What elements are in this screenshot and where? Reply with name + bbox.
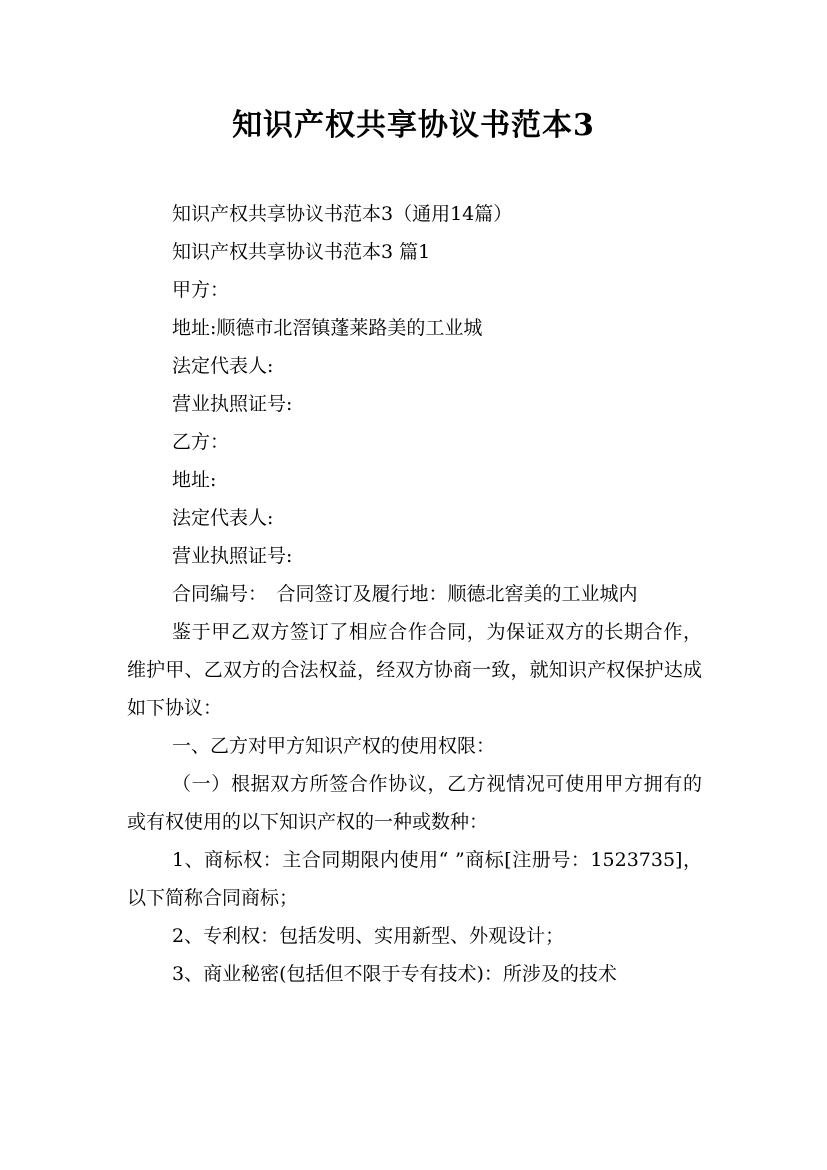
paragraph-trade-secret: 3、商业秘密(包括但不限于专有技术)：所涉及的技术	[172, 963, 617, 985]
paragraph-party-a-license: 营业执照证号:	[172, 393, 293, 415]
paragraph-party-b-address: 地址:	[172, 469, 217, 491]
paragraph-clause-1-1: （一）根据双方所签合作协议，乙方视情况可使用甲方拥有的或有权使用的以下知识产权的一种或数种：	[127, 773, 702, 833]
paragraph-party-a-representative: 法定代表人:	[172, 355, 274, 377]
paragraph-party-a: 甲方：	[172, 279, 230, 301]
paragraph-preamble: 鉴于甲乙双方签订了相应合作合同，为保证双方的长期合作，维护甲、乙双方的合法权益，经双方协商一致，就知识产权保护达成如下协议：	[127, 621, 702, 719]
paragraph-trademark: 1、商标权：主合同期限内使用“ ”商标[注册号：1523735]，以下简称合同商标；	[127, 849, 702, 909]
paragraph-patent: 2、专利权：包括发明、实用新型、外观设计；	[172, 925, 565, 947]
paragraph-subtitle: 知识产权共享协议书范本3（通用14篇）	[172, 203, 513, 225]
paragraph-contract-number: 合同编号： 合同签订及履行地：顺德北窖美的工业城内	[172, 583, 638, 605]
paragraph-clause-1: 一、乙方对甲方知识产权的使用权限：	[172, 735, 496, 757]
paragraph-party-a-address: 地址:顺德市北滘镇蓬莱路美的工业城	[172, 317, 483, 339]
paragraph-party-b-license: 营业执照证号:	[172, 545, 293, 567]
paragraph-section-heading: 知识产权共享协议书范本3 篇1	[172, 241, 431, 263]
paragraph-party-b: 乙方：	[172, 431, 230, 453]
document-body	[127, 195, 702, 993]
document-title: 知识产权共享协议书范本3	[232, 108, 595, 143]
paragraph-party-b-representative: 法定代表人:	[172, 507, 274, 529]
